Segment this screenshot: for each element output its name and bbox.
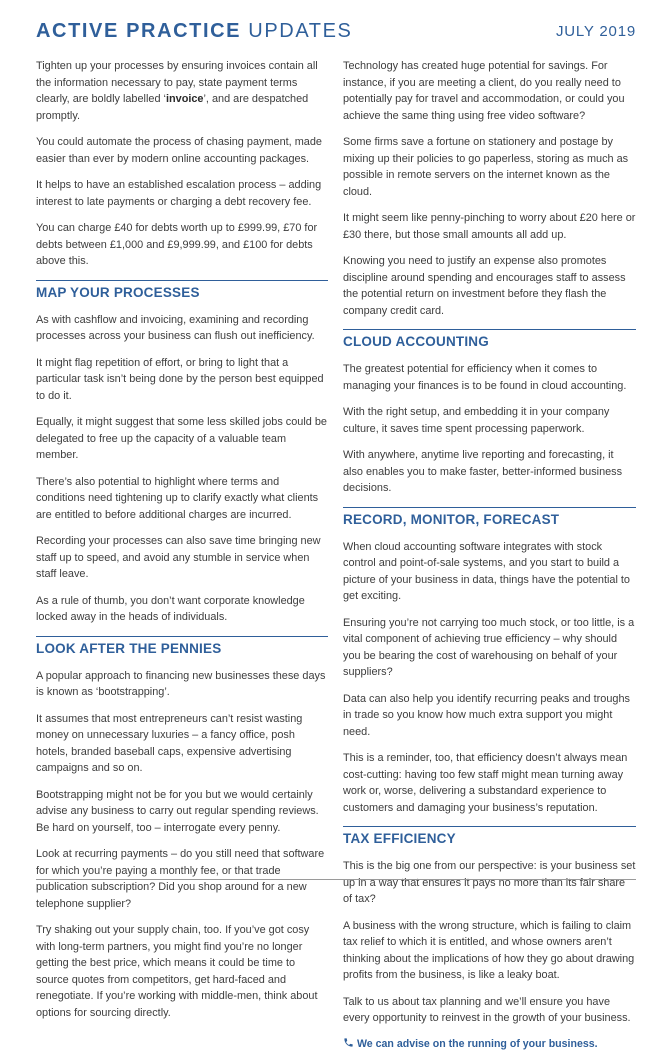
pennies-paragraph-3: Bootstrapping might not be for you but we would certainly advise any business to carry out regular spending reviews. Be hard on yourself, too – interrogate every penny. (36, 788, 319, 834)
intro-paragraph-3: It helps to have an established escalation process – adding interest to late payments or charging a debt recovery fee. (36, 179, 322, 208)
record-paragraph-1: When cloud accounting software integrates with stock control and point-of-sale systems, and you start to build a picture of your business in data, things have the potential to get exciting. (343, 540, 630, 602)
tax-paragraph-3: Talk to us about tax planning and we’ll ensure you have every opportunity to reinvest in the growth of your business. (343, 995, 631, 1024)
intro-paragraph-1 (36, 58, 328, 124)
pennies-paragraph-5: Try shaking out your supply chain, too. If you’ve got cosy with long-term partners, you might find you’re no longer getting the best price, which means it could be time to source quotes from competitors, get hard-faced and renegotiate. If you’re working with middle-men, think about options for sourcing directly. (36, 924, 318, 1019)
invoice-emphasis: invoice (165, 93, 204, 105)
pennies-paragraph-1: A popular approach to financing new businesses these days is known as ‘bootstrapping’. (36, 669, 326, 698)
call-to-action (343, 1037, 636, 1050)
savings-paragraph-3: It might seem like penny-pinching to worry about £20 here or £30 there, but those small amounts all add up. (343, 212, 636, 241)
footer-divider (36, 879, 636, 880)
savings-paragraph-2: Some firms save a fortune on stationery and postage by mixing up their policies to go paperless, storing as much as possible in remote servers on the internet known as the cloud. (343, 136, 629, 198)
left-column (36, 58, 328, 1031)
right-column (343, 58, 636, 1050)
map-paragraph-3: Equally, it might suggest that some less skilled jobs could be delegated to free up the capacity of a valuable team member. (36, 416, 327, 461)
tax-paragraph-2: A business with the wrong structure, which is failing to claim tax relief to which it is entitled, and whose owners aren’t thinking about the implications of how they go about drawing profits from the business, is like a leaky boat. (343, 919, 635, 981)
masthead (36, 20, 636, 46)
record-paragraph-3: Data can also help you identify recurring peaks and troughs in trade so you know how much extra support you might need. (343, 692, 630, 738)
map-paragraph-5: Recording your processes can also save time bringing new staff up to speed, and avoid any stumble in service when staff leave. (36, 535, 321, 580)
call-to-action-text: We can advise on the running of your business. (357, 1037, 598, 1050)
section-heading-map-processes: MAP YOUR PROCESSES (36, 280, 328, 302)
pennies-paragraph-4: Look at recurring payments – do you still need that software for which you’re paying a monthly fee, or that trade publication subscription? Did you shop around for a new telephone supplier? (36, 848, 325, 910)
savings-paragraph-1: Technology has created huge potential for savings. For instance, if you are meeting a client, do you really need to potentially pay for travel and accommodation, or could you achieve the same thing using free video software? (343, 60, 625, 122)
intro-paragraph-1-end: ’, and are despatched promptly. (36, 93, 309, 122)
map-paragraph-6: As a rule of thumb, you don’t want corporate knowledge locked away in the heads of individuals. (36, 594, 305, 623)
section-heading-cloud-accounting: CLOUD ACCOUNTING (343, 329, 636, 351)
cloud-paragraph-3: With anywhere, anytime live reporting and forecasting, it also enables you to make faster, better-informed business decisions. (343, 449, 623, 494)
section-heading-record-monitor-forecast: RECORD, MONITOR, FORECAST (343, 507, 636, 529)
issue-date: JULY 2019 (555, 23, 636, 40)
newsletter-title-light: UPDATES (248, 20, 353, 42)
section-heading-pennies: LOOK AFTER THE PENNIES (36, 636, 328, 658)
phone-icon (343, 1037, 354, 1048)
map-paragraph-4: There’s also potential to highlight where terms and conditions need tightening up to clarify exactly what clients are entitled to before additional charges are incurred. (36, 475, 319, 521)
intro-paragraph-2: You could automate the process of chasing payment, made easier than ever by modern online accounting packages. (36, 136, 322, 165)
section-heading-tax-efficiency: TAX EFFICIENCY (343, 826, 636, 848)
record-paragraph-2: Ensuring you’re not carrying too much stock, or too little, is a vital component of achieving true efficiency – why should you be bearing the cost of warehousing on behalf of your suppliers? (343, 616, 635, 678)
cloud-paragraph-1: The greatest potential for efficiency when it comes to managing your finances is to be found in cloud accounting. (343, 363, 627, 392)
pennies-paragraph-2: It assumes that most entrepreneurs can’t resist wasting money on unnecessary luxuries – a fancy office, posh hotels, branded baseball caps, expensive advertising campaigns and so on. (36, 712, 303, 774)
record-paragraph-4: This is a reminder, too, that efficiency doesn’t always mean cost-cutting: having too few staff might mean turning away work or, worse, delivering a substandard experience to customers and damaging your business’s reputation. (343, 752, 628, 814)
savings-paragraph-4: Knowing you need to justify an expense also promotes discipline around spending and encourages staff to assess the potential return on investment before they flash the company credit card. (343, 255, 626, 317)
cloud-paragraph-2: With the right setup, and embedding it in your company culture, it saves time spent processing paperwork. (343, 406, 610, 435)
newsletter-title (36, 20, 352, 43)
tax-paragraph-1: This is the big one from our perspective: is your business set up in a way that ensures it pays no more than its fair share of tax? (343, 860, 636, 905)
intro-paragraph-1-start: Tighten up your processes by ensuring invoices contain all the information necessary to pay, state payment terms clearly, are boldly labelled ‘ (36, 60, 318, 105)
intro-paragraph-4: You can charge £40 for debts worth up to £999.99, £70 for debts between £1,000 and £9,999.99, and £100 for debts above this. (36, 222, 318, 267)
map-paragraph-1: As with cashflow and invoicing, examining and recording processes across your business can flush out inefficiency. (36, 313, 315, 342)
map-paragraph-2: It might flag repetition of effort, or bring to light that a particular task isn’t being done by the person best equipped to do it. (36, 356, 324, 402)
newsletter-title-bold: ACTIVE PRACTICE (36, 20, 242, 42)
